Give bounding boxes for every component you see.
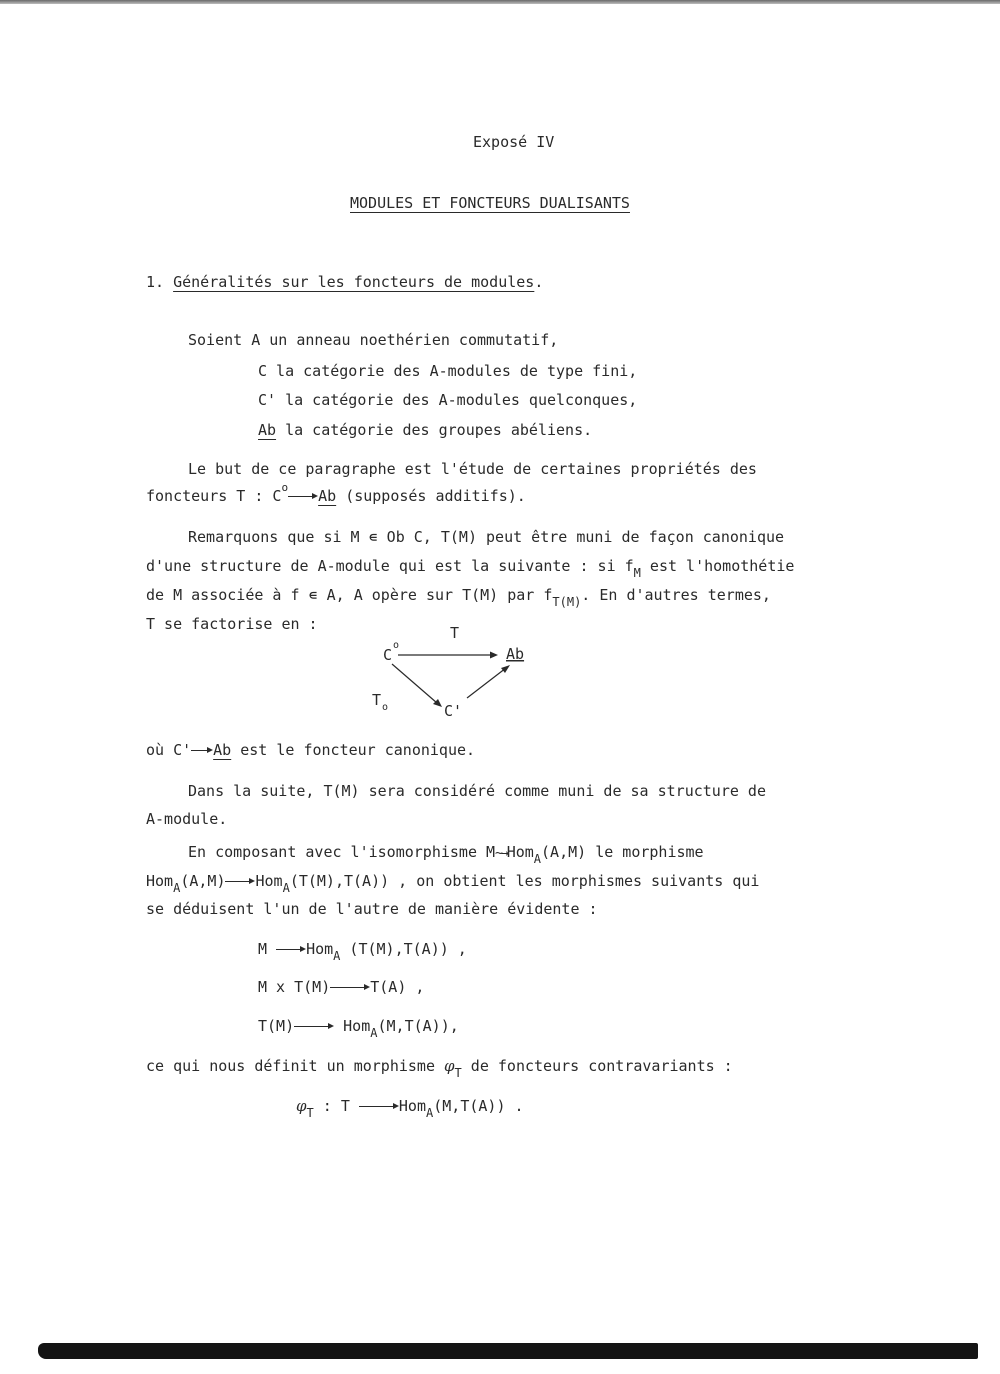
para6-line1-start: En composant avec l'isomorphisme M [188, 843, 496, 861]
para3-line3-end: . En d'autres termes, [581, 586, 771, 604]
para6-line2 [146, 872, 760, 895]
para4-c-prime: C' [173, 741, 192, 759]
formula-2 [258, 978, 424, 996]
para3-line2 [146, 557, 795, 580]
para3-line1: Remarquons que si M ∊ Ob C, T(M) peut être muni de façon canonique [188, 528, 785, 546]
formula-3 [258, 1017, 459, 1040]
arrow-icon [359, 1102, 399, 1112]
subscript-a: A [533, 852, 542, 866]
final-formula-t: : T [313, 1097, 359, 1115]
para4-ou: où [146, 741, 165, 759]
diagram-node-ab: Ab [506, 645, 525, 663]
formula-3-end: (M,T(A)), [377, 1017, 459, 1035]
diagram-label-t: T [450, 624, 460, 642]
section-heading-period: . [534, 273, 544, 291]
subscript-a: A [282, 881, 290, 895]
subscript-a: A [370, 1026, 378, 1040]
final-formula [296, 1097, 524, 1120]
diagram-label-t0: T [372, 691, 382, 709]
para1-line4-text: la catégorie des groupes abéliens. [276, 421, 593, 439]
para7-end: de foncteurs contravariants : [461, 1057, 733, 1075]
para7 [146, 1057, 733, 1080]
para6-line3: se déduisent l'un de l'autre de manière évidente : [146, 900, 598, 918]
section-heading [146, 273, 543, 291]
arrow-icon [330, 983, 370, 993]
scan-bottom-edge [38, 1343, 978, 1359]
factorization-diagram [360, 620, 560, 720]
para6-line2-arg: (A,M) [180, 872, 226, 890]
formula-1-end: (T(M),T(A)) , [340, 940, 467, 958]
page-title: MODULES ET FONCTEURS DUALISANTS [350, 194, 630, 212]
ab-symbol: Ab [258, 421, 277, 439]
arrow-icon [294, 1022, 334, 1032]
subscript-t: T [306, 1106, 314, 1120]
para1-line4 [258, 421, 592, 439]
diagram-arrow-left [392, 664, 437, 703]
para6-line1-end: (A,M) le morphisme [541, 843, 704, 861]
diagram-arrow-right [467, 668, 506, 698]
formula-1-m: M [258, 940, 268, 958]
para3-line4: T se factorise en : [146, 615, 318, 633]
subscript-a: A [173, 881, 181, 895]
final-formula-end: (M,T(A)) . [433, 1097, 524, 1115]
expose-number: Exposé IV [473, 133, 555, 151]
para3-line2-end: est l'homothétie [640, 557, 795, 575]
isomorphism-arrow-icon: ~→ [495, 846, 507, 861]
para3-line3-start: de M associée à f ∊ A, A opère sur T(M) par f [146, 586, 553, 604]
diagram-label-t0-sub: o [382, 702, 389, 713]
hom-symbol: Hom [334, 1017, 371, 1035]
diagram-arrowhead-top [490, 652, 498, 659]
arrow-icon [225, 877, 255, 887]
diagram-node-c-sup: o [393, 640, 400, 651]
para2-line2-start: foncteurs T : C [146, 487, 282, 505]
para1-line2: C la catégorie des A-modules de type fini, [258, 362, 638, 380]
subscript-a: A [333, 949, 341, 963]
para4-rest: est le foncteur canonique. [240, 741, 476, 759]
para6-line1 [188, 843, 704, 866]
hom-symbol: Hom [506, 843, 534, 861]
para6-line2-end: (T(M),T(A)) , on obtient les morphismes suivants qui [289, 872, 760, 890]
formula-1 [258, 940, 467, 963]
formula-3-start: T(M) [258, 1017, 295, 1035]
ab-symbol: Ab [213, 741, 232, 759]
phi-symbol: φ [296, 1097, 307, 1115]
para3-line2-start: d'une structure de A-module qui est la suivante : si f [146, 557, 634, 575]
subscript-tm: T(M) [552, 595, 582, 609]
hom-symbol: Hom [146, 872, 174, 890]
section-heading-text: Généralités sur les foncteurs de modules [173, 273, 535, 291]
para3-line3 [146, 586, 771, 609]
para2-line1: Le but de ce paragraphe est l'étude de certaines propriétés des [188, 460, 757, 478]
diagram-arrowhead-right [501, 665, 510, 673]
para7-start: ce qui nous définit un morphisme [146, 1057, 445, 1075]
para5-line1: Dans la suite, T(M) sera considéré comme muni de sa structure de [188, 782, 766, 800]
subscript-m: M [633, 566, 641, 580]
para5-line2: A-module. [146, 810, 228, 828]
diagram-node-c: C [383, 646, 393, 664]
formula-2-end: T(A) , [370, 978, 425, 996]
opposite-superscript: o [281, 481, 289, 494]
ab-symbol: Ab [318, 487, 337, 505]
arrow-icon [288, 492, 318, 502]
hom-symbol: Hom [398, 1097, 426, 1115]
phi-symbol: φ [444, 1057, 455, 1075]
formula-2-start: M x T(M) [258, 978, 331, 996]
section-number: 1. [146, 273, 165, 291]
para2-line2 [146, 481, 526, 507]
scan-top-edge [0, 0, 1000, 4]
hom-symbol: Hom [306, 940, 334, 958]
para4 [146, 741, 475, 759]
subscript-t: T [454, 1066, 462, 1080]
arrow-icon [276, 945, 306, 955]
arrow-icon [191, 746, 213, 756]
subscript-a: A [426, 1106, 434, 1120]
para2-line2-end: (supposés additifs). [345, 487, 526, 505]
hom-symbol: Hom [255, 872, 283, 890]
diagram-node-c-prime: C' [444, 702, 463, 720]
para1-line1: Soient A un anneau noethérien commutatif, [188, 331, 559, 349]
para1-line3: C' la catégorie des A-modules quelconques, [258, 391, 638, 409]
